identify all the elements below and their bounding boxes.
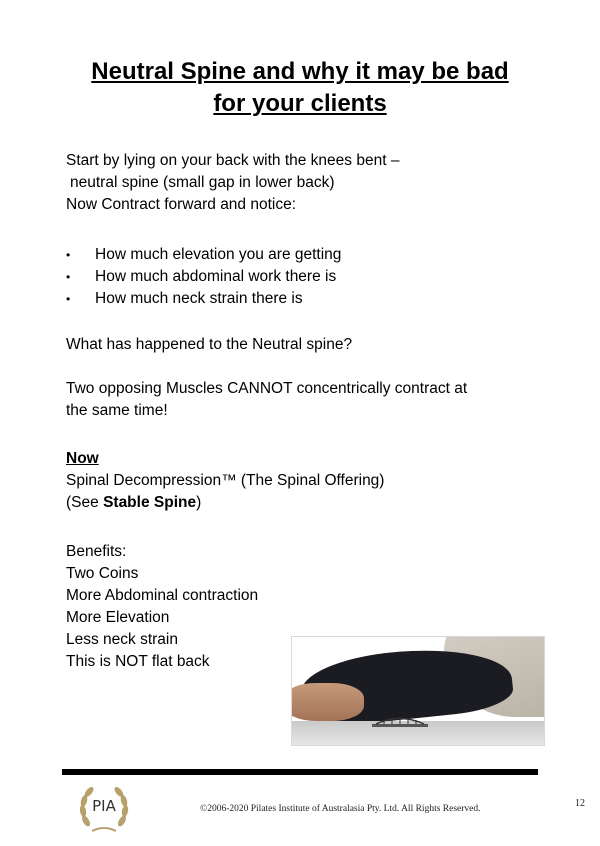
now-section bbox=[66, 448, 384, 514]
list-item bbox=[66, 288, 341, 310]
bullet-text: How much elevation you are getting bbox=[95, 246, 342, 263]
list-item: More Elevation bbox=[66, 609, 170, 626]
photo-arm-shape bbox=[291, 683, 364, 721]
coin-bridge-icon bbox=[372, 715, 428, 727]
now-heading: Now bbox=[66, 450, 99, 467]
page-title bbox=[40, 56, 560, 120]
now-line-2 bbox=[66, 492, 384, 514]
benefits-section bbox=[66, 541, 258, 673]
list-item: Two Coins bbox=[66, 565, 139, 582]
list-item: More Abdominal contraction bbox=[66, 587, 259, 604]
question-text: What has happened to the Neutral spine? bbox=[66, 336, 353, 353]
intro-line-2: neutral spine (small gap in lower back) bbox=[70, 174, 335, 191]
statement-line-1: Two opposing Muscles CANNOT concentrically contract at bbox=[66, 380, 468, 397]
list-item bbox=[66, 244, 341, 266]
list-item: Less neck strain bbox=[66, 631, 178, 648]
title-line-1: Neutral Spine and why it may be bad bbox=[91, 58, 509, 85]
pia-logo bbox=[76, 781, 132, 837]
see-prefix: (See bbox=[66, 494, 104, 511]
logo-text: PIA bbox=[92, 797, 116, 815]
statement-paragraph bbox=[66, 378, 467, 422]
intro-line-1: Start by lying on your back with the knees bent – bbox=[66, 152, 400, 169]
statement-line-2: the same time! bbox=[66, 402, 168, 419]
benefits-heading: Benefits: bbox=[66, 543, 127, 560]
intro-line-3: Now Contract forward and notice: bbox=[66, 196, 297, 213]
see-suffix: ) bbox=[196, 494, 202, 511]
footer-divider bbox=[62, 769, 538, 775]
bullet-text: How much abdominal work there is bbox=[95, 268, 337, 285]
list-item bbox=[66, 266, 341, 288]
bullet-list bbox=[66, 244, 341, 310]
page-number: 12 bbox=[575, 798, 585, 809]
bullet-icon: • bbox=[66, 292, 71, 306]
stable-spine-reference: Stable Spine bbox=[103, 494, 197, 511]
exercise-photo bbox=[291, 636, 545, 746]
bullet-icon: • bbox=[66, 270, 71, 284]
question-paragraph bbox=[66, 334, 352, 356]
now-line-1: Spinal Decompression™ (The Spinal Offering) bbox=[66, 472, 385, 489]
intro-paragraph bbox=[66, 150, 399, 216]
bullet-icon: • bbox=[66, 248, 71, 262]
list-item: This is NOT flat back bbox=[66, 653, 210, 670]
copyright-notice: ©2006-2020 Pilates Institute of Australasia Pty. Ltd. All Rights Reserved. bbox=[200, 804, 481, 814]
bullet-text: How much neck strain there is bbox=[95, 290, 303, 307]
title-line-2: for your clients bbox=[213, 90, 387, 117]
